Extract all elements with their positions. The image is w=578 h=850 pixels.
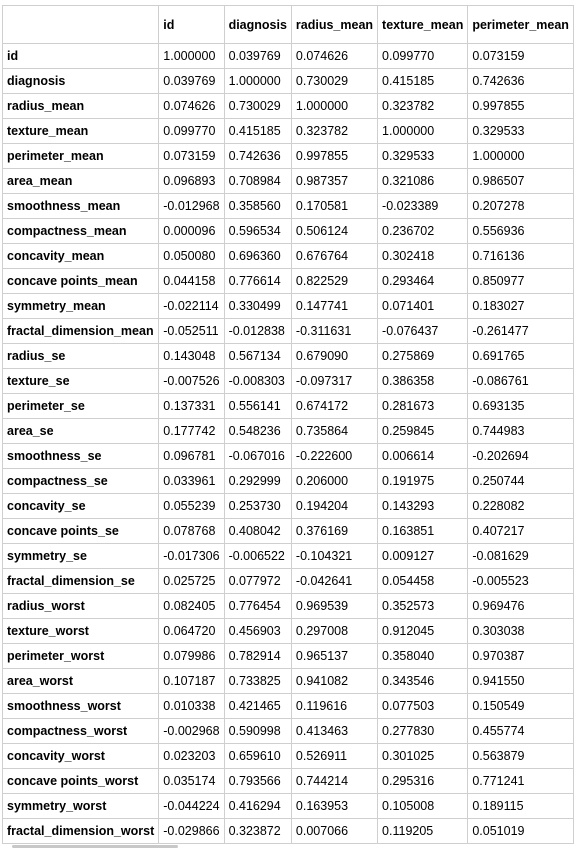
row-header: fractal_dimension_se (3, 569, 159, 594)
table-cell: -0.261477 (468, 319, 574, 344)
table-cell: -0.023389 (378, 194, 468, 219)
table-cell: -0.222600 (291, 444, 377, 469)
table-cell: -0.006522 (224, 544, 291, 569)
table-cell: -0.017306 (159, 544, 224, 569)
table-cell: 0.679090 (291, 344, 377, 369)
table-cell: 0.742636 (468, 69, 574, 94)
table-cell: 0.023203 (159, 744, 224, 769)
table-cell: 0.691765 (468, 344, 574, 369)
table-cell: 0.693135 (468, 394, 574, 419)
row-header: texture_mean (3, 119, 159, 144)
table-cell: 0.997855 (291, 144, 377, 169)
table-row (3, 519, 574, 544)
table-cell: 0.096781 (159, 444, 224, 469)
column-header-texture-mean: texture_mean (378, 6, 468, 44)
table-row (3, 644, 574, 669)
table-cell: 0.119205 (378, 819, 468, 844)
table-cell: 0.033961 (159, 469, 224, 494)
table-cell: 0.987357 (291, 169, 377, 194)
table-row (3, 369, 574, 394)
table-cell: 0.253730 (224, 494, 291, 519)
table-cell: 0.147741 (291, 294, 377, 319)
row-header: perimeter_worst (3, 644, 159, 669)
table-cell: 0.105008 (378, 794, 468, 819)
table-cell: 0.082405 (159, 594, 224, 619)
table-cell: 0.352573 (378, 594, 468, 619)
table-cell: 0.776454 (224, 594, 291, 619)
table-cell: 0.329533 (468, 119, 574, 144)
table-row (3, 569, 574, 594)
table-cell: 0.051019 (468, 819, 574, 844)
row-header: id (3, 44, 159, 69)
table-cell: -0.012968 (159, 194, 224, 219)
table-cell: 0.035174 (159, 769, 224, 794)
table-header (3, 6, 574, 44)
table-cell: 0.744214 (291, 769, 377, 794)
table-cell: 0.730029 (224, 94, 291, 119)
table-row (3, 194, 574, 219)
table-cell: 0.563879 (468, 744, 574, 769)
table-cell: 0.170581 (291, 194, 377, 219)
row-header: concave points_worst (3, 769, 159, 794)
row-header: smoothness_se (3, 444, 159, 469)
table-cell: 0.548236 (224, 419, 291, 444)
table-cell: 0.194204 (291, 494, 377, 519)
table-cell: 0.421465 (224, 694, 291, 719)
table-row (3, 394, 574, 419)
table-cell: 0.000096 (159, 219, 224, 244)
table-cell: 0.413463 (291, 719, 377, 744)
table-cell: 0.050080 (159, 244, 224, 269)
table-cell: 0.006614 (378, 444, 468, 469)
table-cell: 0.039769 (224, 44, 291, 69)
table-cell: 0.007066 (291, 819, 377, 844)
table-cell: 0.376169 (291, 519, 377, 544)
table-cell: 0.986507 (468, 169, 574, 194)
row-header: texture_se (3, 369, 159, 394)
table-cell: 0.969476 (468, 594, 574, 619)
table-cell: 0.119616 (291, 694, 377, 719)
row-header: perimeter_mean (3, 144, 159, 169)
table-row (3, 344, 574, 369)
table-cell: -0.067016 (224, 444, 291, 469)
table-row (3, 119, 574, 144)
table-cell: 0.674172 (291, 394, 377, 419)
table-cell: 0.716136 (468, 244, 574, 269)
table-cell: 0.735864 (291, 419, 377, 444)
table-cell: 0.107187 (159, 669, 224, 694)
row-header: texture_worst (3, 619, 159, 644)
table-cell: 0.386358 (378, 369, 468, 394)
table-row (3, 444, 574, 469)
table-row (3, 94, 574, 119)
row-header: compactness_se (3, 469, 159, 494)
table-cell: 0.407217 (468, 519, 574, 544)
table-row (3, 294, 574, 319)
table-row (3, 169, 574, 194)
table-cell: 0.323872 (224, 819, 291, 844)
table-row (3, 244, 574, 269)
table-cell: 0.793566 (224, 769, 291, 794)
table-cell: -0.029866 (159, 819, 224, 844)
table-cell: 0.207278 (468, 194, 574, 219)
table-cell: 0.292999 (224, 469, 291, 494)
table-cell: 0.259845 (378, 419, 468, 444)
table-row (3, 769, 574, 794)
table-cell: 0.010338 (159, 694, 224, 719)
table-cell: 0.343546 (378, 669, 468, 694)
table-cell: 0.143048 (159, 344, 224, 369)
row-header: compactness_mean (3, 219, 159, 244)
table-row (3, 319, 574, 344)
row-header: radius_se (3, 344, 159, 369)
table-cell: -0.005523 (468, 569, 574, 594)
table-cell: 0.850977 (468, 269, 574, 294)
table-cell: -0.311631 (291, 319, 377, 344)
correlation-table-container (2, 5, 574, 844)
table-cell: 0.150549 (468, 694, 574, 719)
table-cell: 0.295316 (378, 769, 468, 794)
table-cell: 0.077972 (224, 569, 291, 594)
table-row (3, 44, 574, 69)
table-cell: 0.912045 (378, 619, 468, 644)
table-cell: 0.676764 (291, 244, 377, 269)
column-header-id: id (159, 6, 224, 44)
table-cell: -0.202694 (468, 444, 574, 469)
table-cell: 0.183027 (468, 294, 574, 319)
table-row (3, 219, 574, 244)
row-header: area_worst (3, 669, 159, 694)
table-cell: 0.696360 (224, 244, 291, 269)
table-row (3, 594, 574, 619)
table-row (3, 469, 574, 494)
row-header: smoothness_worst (3, 694, 159, 719)
table-cell: 0.025725 (159, 569, 224, 594)
table-cell: 0.293464 (378, 269, 468, 294)
table-row (3, 619, 574, 644)
table-cell: 0.009127 (378, 544, 468, 569)
table-body (3, 44, 574, 844)
table-cell: 0.659610 (224, 744, 291, 769)
table-cell: -0.008303 (224, 369, 291, 394)
column-header-diagnosis: diagnosis (224, 6, 291, 44)
header-row (3, 6, 574, 44)
table-row (3, 144, 574, 169)
table-cell: 0.054458 (378, 569, 468, 594)
table-cell: 0.302418 (378, 244, 468, 269)
table-cell: 0.099770 (159, 119, 224, 144)
table-cell: 0.096893 (159, 169, 224, 194)
table-cell: 0.733825 (224, 669, 291, 694)
table-cell: 0.281673 (378, 394, 468, 419)
row-header: perimeter_se (3, 394, 159, 419)
table-cell: 0.044158 (159, 269, 224, 294)
table-cell: 0.744983 (468, 419, 574, 444)
table-row (3, 269, 574, 294)
table-cell: 0.408042 (224, 519, 291, 544)
table-cell: 0.590998 (224, 719, 291, 744)
table-cell: 0.177742 (159, 419, 224, 444)
table-cell: 0.358560 (224, 194, 291, 219)
table-cell: 0.455774 (468, 719, 574, 744)
table-cell: 0.137331 (159, 394, 224, 419)
row-header: diagnosis (3, 69, 159, 94)
table-cell: 0.301025 (378, 744, 468, 769)
table-cell: 0.323782 (378, 94, 468, 119)
table-cell: 0.970387 (468, 644, 574, 669)
table-cell: 0.742636 (224, 144, 291, 169)
row-header: smoothness_mean (3, 194, 159, 219)
table-cell: 0.997855 (468, 94, 574, 119)
table-cell: -0.022114 (159, 294, 224, 319)
table-cell: 0.596534 (224, 219, 291, 244)
row-header: concavity_worst (3, 744, 159, 769)
table-cell: 0.064720 (159, 619, 224, 644)
row-header: area_se (3, 419, 159, 444)
table-cell: 0.073159 (159, 144, 224, 169)
table-cell: 0.297008 (291, 619, 377, 644)
table-cell: 0.323782 (291, 119, 377, 144)
table-cell: -0.097317 (291, 369, 377, 394)
header-corner (3, 6, 159, 44)
table-row (3, 669, 574, 694)
table-cell: 0.250744 (468, 469, 574, 494)
row-header: fractal_dimension_worst (3, 819, 159, 844)
table-cell: 0.321086 (378, 169, 468, 194)
table-cell: 0.556141 (224, 394, 291, 419)
table-cell: 0.329533 (378, 144, 468, 169)
table-cell: 0.415185 (224, 119, 291, 144)
table-cell: 0.782914 (224, 644, 291, 669)
row-header: area_mean (3, 169, 159, 194)
table-cell: 0.567134 (224, 344, 291, 369)
table-cell: 0.303038 (468, 619, 574, 644)
row-header: symmetry_mean (3, 294, 159, 319)
table-cell: 0.708984 (224, 169, 291, 194)
row-header: radius_worst (3, 594, 159, 619)
table-cell: 0.456903 (224, 619, 291, 644)
table-cell: 0.941082 (291, 669, 377, 694)
table-row (3, 544, 574, 569)
table-cell: 0.189115 (468, 794, 574, 819)
row-header: fractal_dimension_mean (3, 319, 159, 344)
table-cell: -0.076437 (378, 319, 468, 344)
table-cell: -0.081629 (468, 544, 574, 569)
table-cell: 0.965137 (291, 644, 377, 669)
table-cell: 0.039769 (159, 69, 224, 94)
table-cell: 0.771241 (468, 769, 574, 794)
row-header: concavity_se (3, 494, 159, 519)
table-cell: 0.078768 (159, 519, 224, 544)
table-cell: 0.074626 (159, 94, 224, 119)
table-cell: -0.086761 (468, 369, 574, 394)
table-row (3, 744, 574, 769)
table-row (3, 794, 574, 819)
table-cell: -0.044224 (159, 794, 224, 819)
table-cell: 0.416294 (224, 794, 291, 819)
table-cell: 0.776614 (224, 269, 291, 294)
table-cell: 1.000000 (468, 144, 574, 169)
table-cell: 0.275869 (378, 344, 468, 369)
table-cell: 0.506124 (291, 219, 377, 244)
table-cell: 0.526911 (291, 744, 377, 769)
column-header-perimeter-mean: perimeter_mean (468, 6, 574, 44)
table-cell: 1.000000 (159, 44, 224, 69)
correlation-table (2, 5, 574, 844)
row-header: concave points_se (3, 519, 159, 544)
table-cell: -0.012838 (224, 319, 291, 344)
table-cell: 0.073159 (468, 44, 574, 69)
table-cell: 0.163851 (378, 519, 468, 544)
table-cell: 0.330499 (224, 294, 291, 319)
table-cell: 1.000000 (378, 119, 468, 144)
table-cell: 0.206000 (291, 469, 377, 494)
table-cell: 0.191975 (378, 469, 468, 494)
table-cell: 0.730029 (291, 69, 377, 94)
table-cell: 0.163953 (291, 794, 377, 819)
table-cell: 0.099770 (378, 44, 468, 69)
table-cell: 0.077503 (378, 694, 468, 719)
table-cell: 0.228082 (468, 494, 574, 519)
table-cell: 0.055239 (159, 494, 224, 519)
table-cell: 0.415185 (378, 69, 468, 94)
table-cell: 0.236702 (378, 219, 468, 244)
row-header: concavity_mean (3, 244, 159, 269)
table-cell: 0.074626 (291, 44, 377, 69)
table-cell: -0.104321 (291, 544, 377, 569)
column-header-radius-mean: radius_mean (291, 6, 377, 44)
table-row (3, 819, 574, 844)
table-cell: 0.071401 (378, 294, 468, 319)
table-cell: -0.007526 (159, 369, 224, 394)
table-row (3, 694, 574, 719)
table-row (3, 419, 574, 444)
table-cell: 1.000000 (291, 94, 377, 119)
table-cell: -0.042641 (291, 569, 377, 594)
row-header: symmetry_se (3, 544, 159, 569)
table-cell: 0.358040 (378, 644, 468, 669)
table-cell: 0.822529 (291, 269, 377, 294)
table-cell: 1.000000 (224, 69, 291, 94)
row-header: symmetry_worst (3, 794, 159, 819)
table-cell: 0.079986 (159, 644, 224, 669)
table-cell: 0.556936 (468, 219, 574, 244)
table-row (3, 719, 574, 744)
table-cell: 0.277830 (378, 719, 468, 744)
row-header: radius_mean (3, 94, 159, 119)
row-header: concave points_mean (3, 269, 159, 294)
table-cell: -0.002968 (159, 719, 224, 744)
table-cell: 0.143293 (378, 494, 468, 519)
table-row (3, 69, 574, 94)
row-header: compactness_worst (3, 719, 159, 744)
horizontal-scrollbar[interactable] (12, 845, 178, 848)
table-row (3, 494, 574, 519)
table-cell: 0.941550 (468, 669, 574, 694)
table-cell: -0.052511 (159, 319, 224, 344)
table-cell: 0.969539 (291, 594, 377, 619)
